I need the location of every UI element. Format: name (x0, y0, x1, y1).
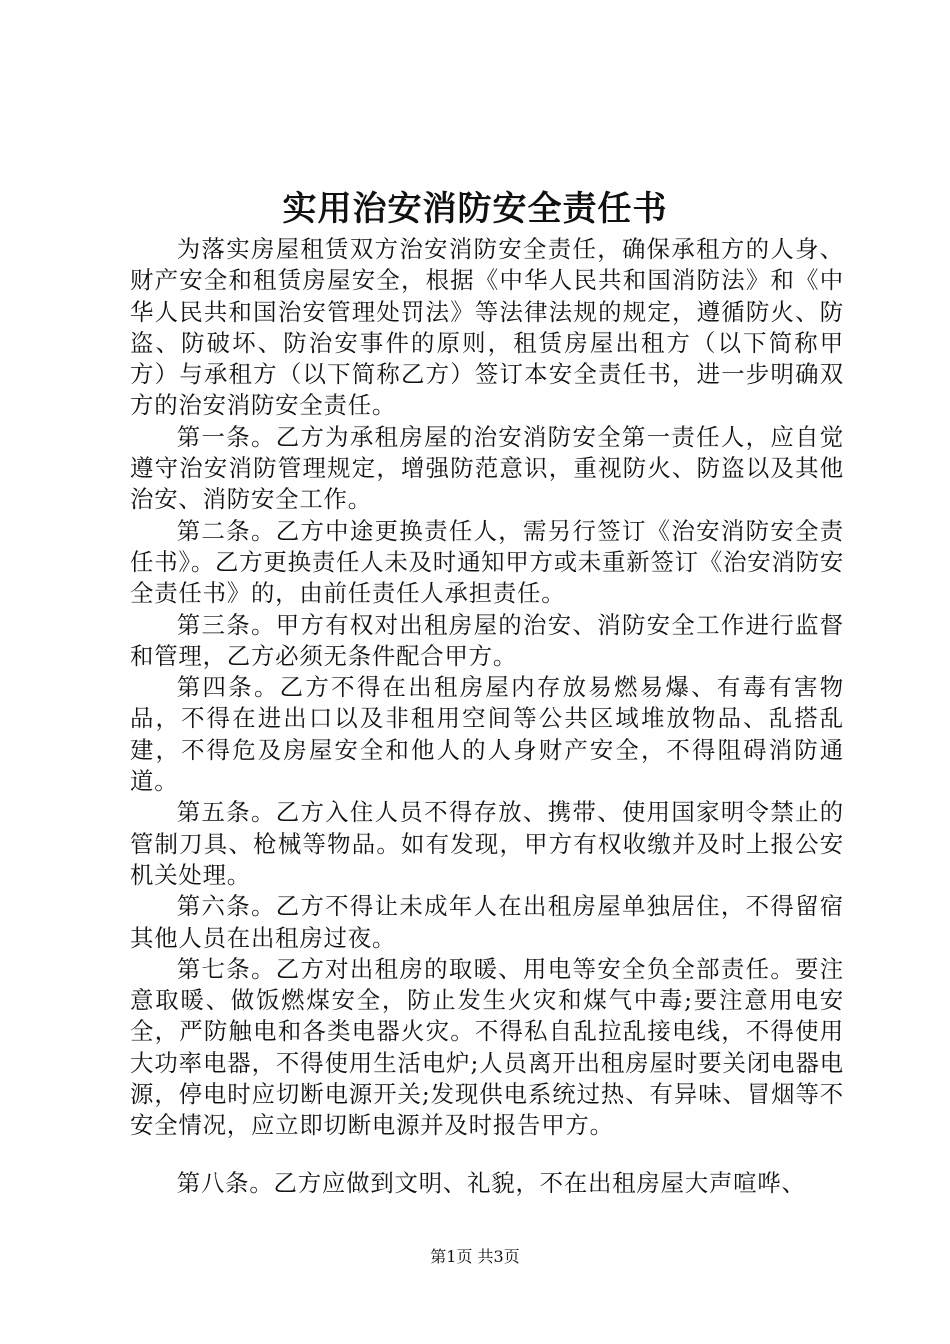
paragraph-article-8: 第八条。乙方应做到文明、礼貌，不在出租房屋大声喧哗、 (176, 1168, 806, 1197)
paragraph-article-4: 第四条。乙方不得在出租房屋内存放易燃易爆、有毒有害物品，不得在进出口以及非租用空间等公共区域堆放物品、乱搭乱建，不得危及房屋安全和他人的人身财产安全，不得阻碍消防通道。 (130, 673, 844, 796)
page-indicator: 第1页 共3页 (430, 1247, 520, 1266)
document-body (130, 234, 844, 1199)
paragraph-article-2: 第二条。乙方中途更换责任人，需另行签订《治安消防安全责任书》。乙方更换责任人未及时通知甲方或未重新签订《治安消防安全责任书》的，由前任责任人承担责任。 (130, 516, 845, 608)
paragraph-article-1: 第一条。乙方为承租房屋的治安消防安全第一责任人，应自觉遵守治安消防管理规定，增强防范意识，重视防火、防盗以及其他治安、消防安全工作。 (130, 422, 844, 514)
paragraph-article-6: 第六条。乙方不得让未成年人在出租房屋单独居住，不得留宿其他人员在出租房过夜。 (130, 892, 844, 952)
paragraph-article-3: 第三条。甲方有权对出租房屋的治安、消防安全工作进行监督和管理，乙方必须无条件配合甲方。 (130, 610, 844, 670)
document-title: 实用治安消防安全责任书 (282, 189, 668, 229)
paragraph-article-7: 第七条。乙方对出租房的取暖、用电等安全负全部责任。要注意取暖、做饭燃煤安全，防止发生火灾和煤气中毒;要注意用电安全，严防触电和各类电器火灾。不得私自乱拉乱接电线，不得使用大功率电器，不得使用生活电炉;人员离开出租房屋时要关闭电器电源，停电时应切断电源开关;发现供电系统过热、有异味、冒烟等不安全情况，应立即切断电源并及时报告甲方。 (130, 954, 844, 1140)
paragraph-intro: 为落实房屋租赁双方治安消防安全责任，确保承租方的人身、财产安全和租赁房屋安全，根据《中华人民共和国消防法》和《中华人民共和国治安管理处罚法》等法律法规的规定，遵循防火、防盗、防破坏、防治安事件的原则，租赁房屋出租方（以下简称甲方）与承租方（以下简称乙方）签订本安全责任书，进一步明确双方的治安消防安全责任。 (130, 235, 844, 420)
paragraph-article-5: 第五条。乙方入住人员不得存放、携带、使用国家明令禁止的管制刀具、枪械等物品。如有发现，甲方有权收缴并及时上报公安机关处理。 (130, 798, 844, 889)
